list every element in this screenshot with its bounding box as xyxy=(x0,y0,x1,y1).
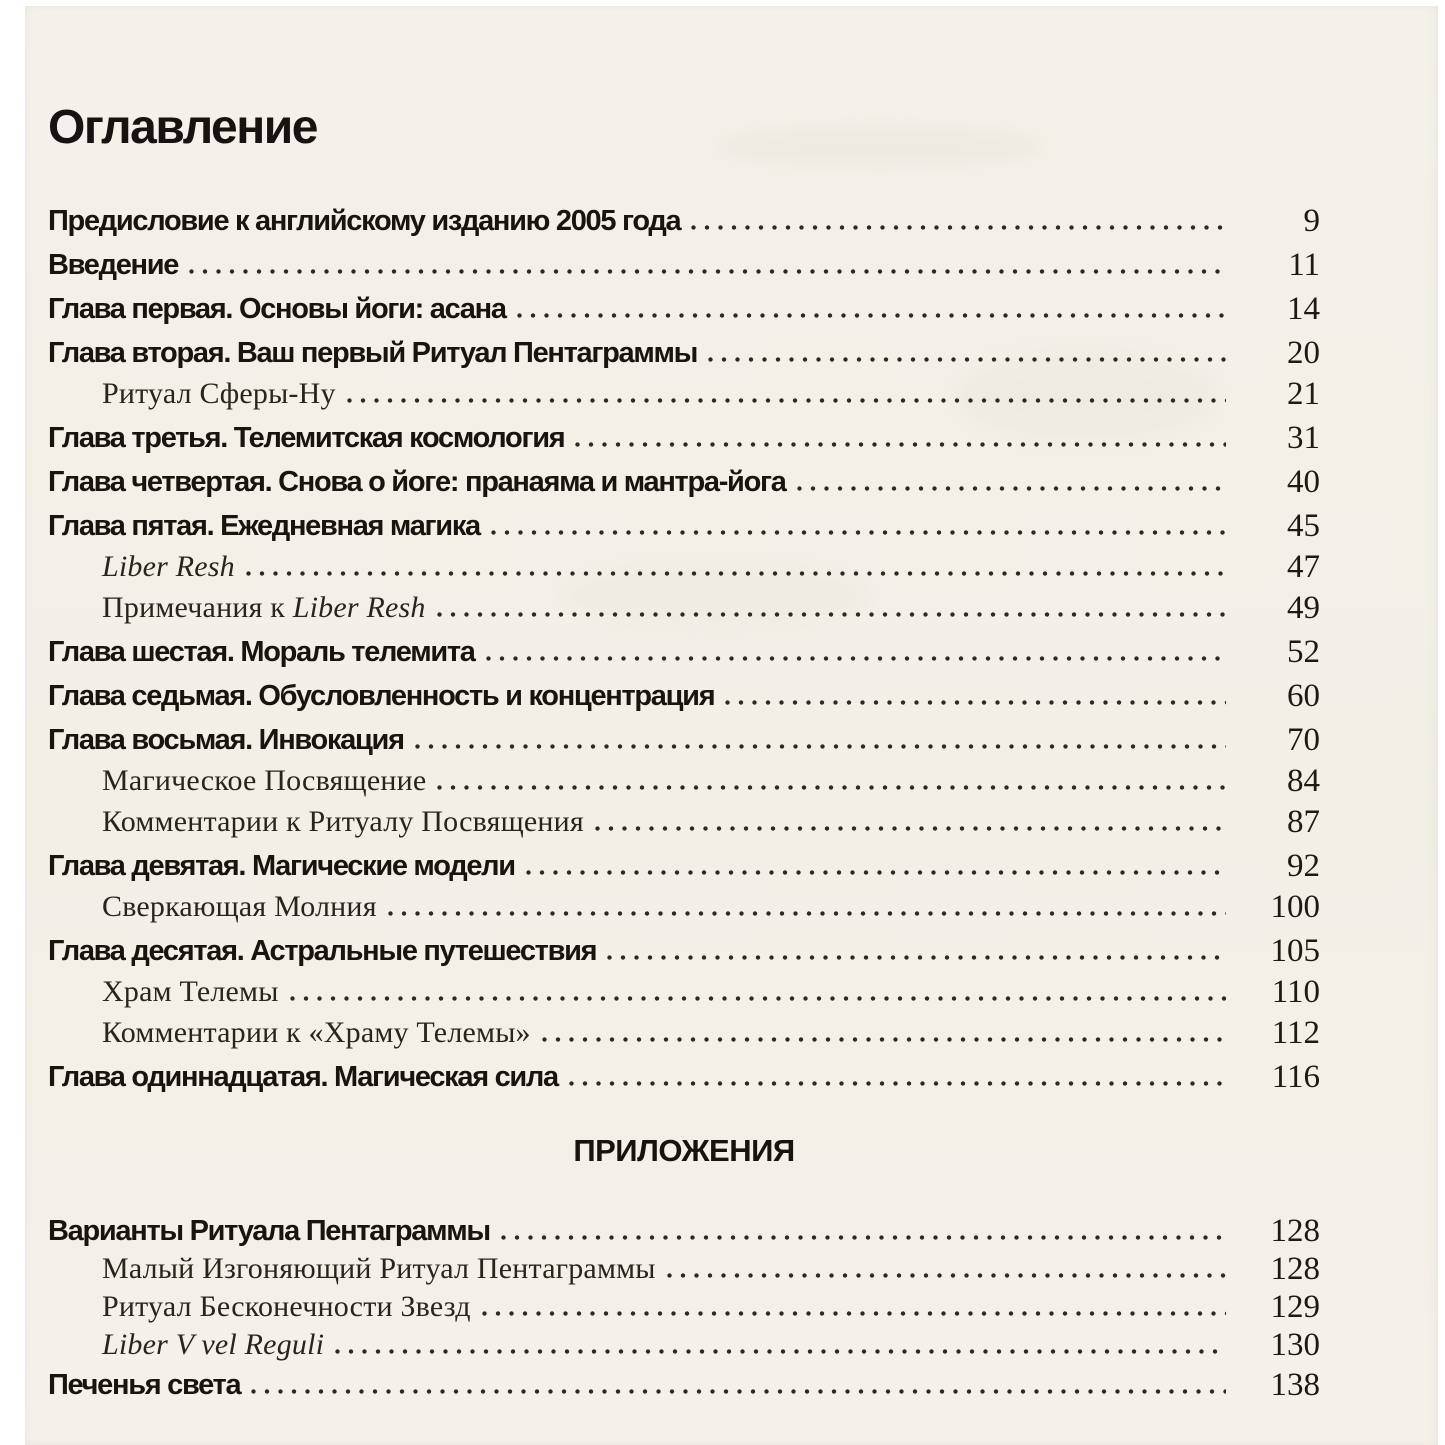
dot-leader xyxy=(569,1081,1226,1086)
toc-entry-label xyxy=(48,550,235,585)
toc-entry-label-text: Предисловие к английскому изданию 2005 года xyxy=(48,205,681,238)
toc-entry-label xyxy=(48,510,480,543)
dot-leader xyxy=(189,269,1226,274)
toc-entry xyxy=(48,1249,1320,1287)
toc-entry-page: 129 xyxy=(1270,1289,1320,1326)
toc-entry-label xyxy=(48,249,178,282)
dot-leader xyxy=(725,700,1226,705)
dot-leader xyxy=(415,744,1226,749)
toc-entry-label xyxy=(48,1252,656,1287)
toc-entry-page: 14 xyxy=(1287,291,1320,328)
toc-entry-label-text: Варианты Ритуала Пентаграммы xyxy=(48,1215,490,1248)
toc-entry xyxy=(48,969,1320,1010)
toc-entry-label xyxy=(48,466,786,499)
toc-entry-label xyxy=(48,377,336,412)
toc-entry xyxy=(48,1287,1320,1325)
paper-sheet xyxy=(25,6,1438,1445)
toc-entry-label-text: Глава третья. Телемитская космология xyxy=(48,422,565,455)
toc-entry-label xyxy=(48,975,279,1010)
toc-entry-page: 84 xyxy=(1287,763,1320,800)
dot-leader xyxy=(526,870,1226,875)
dot-leader xyxy=(491,530,1226,535)
dot-leader xyxy=(595,826,1226,831)
toc-entry-label xyxy=(48,1215,490,1248)
dot-leader xyxy=(517,313,1226,318)
toc-entry xyxy=(48,412,1320,456)
toc-entry-label-text: Глава вторая. Ваш первый Ритуал Пентаграммы xyxy=(48,337,698,370)
toc-entry-label xyxy=(48,935,596,968)
toc-entry xyxy=(48,758,1320,799)
toc-entry-label-text: Комментарии к «Храму Телемы» xyxy=(102,1016,531,1050)
toc-entry xyxy=(48,1051,1320,1095)
toc-entry xyxy=(48,239,1320,283)
toc-entry-label-text: Глава десятая. Астральные путешествия xyxy=(48,935,597,968)
toc-entry xyxy=(48,840,1320,884)
toc-entry xyxy=(48,884,1320,925)
toc-entry-label-text: Магическое Посвящение xyxy=(102,764,427,798)
toc-entry xyxy=(48,626,1320,670)
toc-entry-label-text: Комментарии к Ритуалу Посвящения xyxy=(102,805,584,839)
toc-entry-label-text: Примечания к xyxy=(102,591,293,625)
toc-entry-label xyxy=(48,680,714,713)
dot-leader xyxy=(246,571,1226,576)
toc-entry xyxy=(48,371,1320,412)
toc-entry-label-text: Ритуал Бесконечности Звезд xyxy=(102,1290,471,1324)
toc-entry-label-text: Глава одиннадцатая. Магическая сила xyxy=(48,1061,558,1094)
toc-entry-label-text: Глава пятая. Ежедневная магика xyxy=(48,510,480,543)
dot-leader xyxy=(347,398,1226,403)
toc-entry xyxy=(48,500,1320,544)
toc-entry xyxy=(48,1010,1320,1051)
toc-entry-label xyxy=(48,337,697,370)
toc-entry-page: 87 xyxy=(1287,804,1320,841)
dot-leader xyxy=(482,1311,1226,1316)
toc-entry-page: 40 xyxy=(1287,464,1320,501)
dot-leader xyxy=(388,911,1226,916)
toc-entry-page: 60 xyxy=(1287,678,1320,715)
toc-entry-label xyxy=(48,636,475,669)
toc-entry-label xyxy=(48,1061,558,1094)
toc-entry-label-text: Малый Изгоняющий Ритуал Пентаграммы xyxy=(102,1252,656,1286)
toc-entry-label xyxy=(48,591,426,626)
toc-entry-label-text: Печенья света xyxy=(48,1369,241,1402)
toc-entry-page: 11 xyxy=(1288,247,1320,284)
dot-leader xyxy=(290,996,1226,1001)
toc-entry-label xyxy=(48,205,680,238)
toc-entry-page: 21 xyxy=(1287,376,1320,413)
toc-entry-page: 116 xyxy=(1271,1059,1320,1096)
toc-entry-page: 112 xyxy=(1271,1015,1320,1052)
toc-entry-page: 128 xyxy=(1270,1251,1320,1288)
toc-entry-page: 52 xyxy=(1287,634,1320,671)
toc-entry-label-text: Глава девятая. Магические модели xyxy=(48,850,515,883)
toc-entry-label xyxy=(48,1328,324,1363)
toc-entry-label-text: Глава восьмая. Инвокация xyxy=(48,724,404,757)
toc-entry xyxy=(48,1325,1320,1363)
toc-entry-label-text: Введение xyxy=(48,249,179,282)
toc-entry-label xyxy=(48,1016,531,1051)
toc-entry-label-text: Глава четвертая. Снова о йоге: пранаяма и мантра-йога xyxy=(48,466,786,499)
toc-entry-page: 49 xyxy=(1287,590,1320,627)
toc-entry xyxy=(48,585,1320,626)
toc-entry xyxy=(48,670,1320,714)
dot-leader xyxy=(501,1235,1226,1240)
dot-leader xyxy=(667,1273,1226,1278)
toc-entry-label-text: Сверкающая Молния xyxy=(102,890,377,924)
toc-entry-page: 31 xyxy=(1287,420,1320,457)
toc-entry-page: 110 xyxy=(1271,974,1320,1011)
toc-entry-page: 130 xyxy=(1270,1327,1320,1364)
toc-entry-label-italic: Liber Resh xyxy=(292,591,426,625)
toc-entry-label-italic: Liber Resh xyxy=(102,550,235,584)
toc-entry xyxy=(48,714,1320,758)
toc-entry-page: 128 xyxy=(1270,1213,1320,1250)
toc-entry-page: 100 xyxy=(1270,889,1320,926)
toc-entry-label-italic: Liber V vel Reguli xyxy=(102,1328,325,1362)
toc-entry xyxy=(48,799,1320,840)
toc-entry-label-text: Храм Телемы xyxy=(102,975,279,1009)
toc-content xyxy=(48,6,1320,1403)
toc-entry-label xyxy=(48,724,404,757)
dot-leader xyxy=(486,656,1226,661)
dot-leader xyxy=(708,357,1226,362)
toc-entry-page: 20 xyxy=(1287,335,1320,372)
toc-entry-page: 47 xyxy=(1287,549,1320,586)
toc-entry-label xyxy=(48,890,377,925)
dot-leader xyxy=(251,1389,1226,1394)
toc-entry xyxy=(48,195,1320,239)
dot-leader xyxy=(607,955,1226,960)
dot-leader xyxy=(437,785,1226,790)
toc-entry-label xyxy=(48,764,426,799)
dot-leader xyxy=(437,612,1226,617)
toc-entry xyxy=(48,456,1320,500)
toc-entry xyxy=(48,1209,1320,1249)
toc-entry xyxy=(48,283,1320,327)
dot-leader xyxy=(797,486,1226,491)
toc-entry-label-text: Ритуал Сферы-Ну xyxy=(102,377,336,411)
dot-leader xyxy=(575,442,1226,447)
toc-entry-label xyxy=(48,805,584,840)
toc-entry xyxy=(48,327,1320,371)
toc-entry-page: 45 xyxy=(1287,508,1320,545)
toc-entry xyxy=(48,925,1320,969)
toc-entry xyxy=(48,1363,1320,1403)
dot-leader xyxy=(542,1037,1226,1042)
page-title: Оглавление xyxy=(48,101,317,154)
toc-entry-page: 92 xyxy=(1287,848,1320,885)
toc-entry-label xyxy=(48,1290,471,1325)
toc-entry-label xyxy=(48,293,506,326)
toc-entry-page: 9 xyxy=(1303,203,1320,240)
toc-entry xyxy=(48,544,1320,585)
toc-entry-label-text: Глава шестая. Мораль телемита xyxy=(48,636,475,669)
dot-leader xyxy=(335,1349,1226,1354)
toc-entry-label-text: Глава первая. Основы йоги: асана xyxy=(48,293,506,326)
dot-leader xyxy=(691,225,1226,230)
toc-entry-label xyxy=(48,1369,240,1402)
appendix-heading: ПРИЛОЖЕНИЯ xyxy=(573,1132,795,1168)
toc-entry-label xyxy=(48,850,515,883)
toc-appendix-list xyxy=(48,1209,1320,1403)
toc-entry-page: 70 xyxy=(1287,722,1320,759)
toc-entry-page: 138 xyxy=(1270,1367,1320,1404)
toc-entry-page: 105 xyxy=(1270,933,1320,970)
toc-entry-label xyxy=(48,422,564,455)
toc-main-list xyxy=(48,195,1320,1095)
toc-entry-label-text: Глава седьмая. Обусловленность и концентрация xyxy=(48,680,715,713)
